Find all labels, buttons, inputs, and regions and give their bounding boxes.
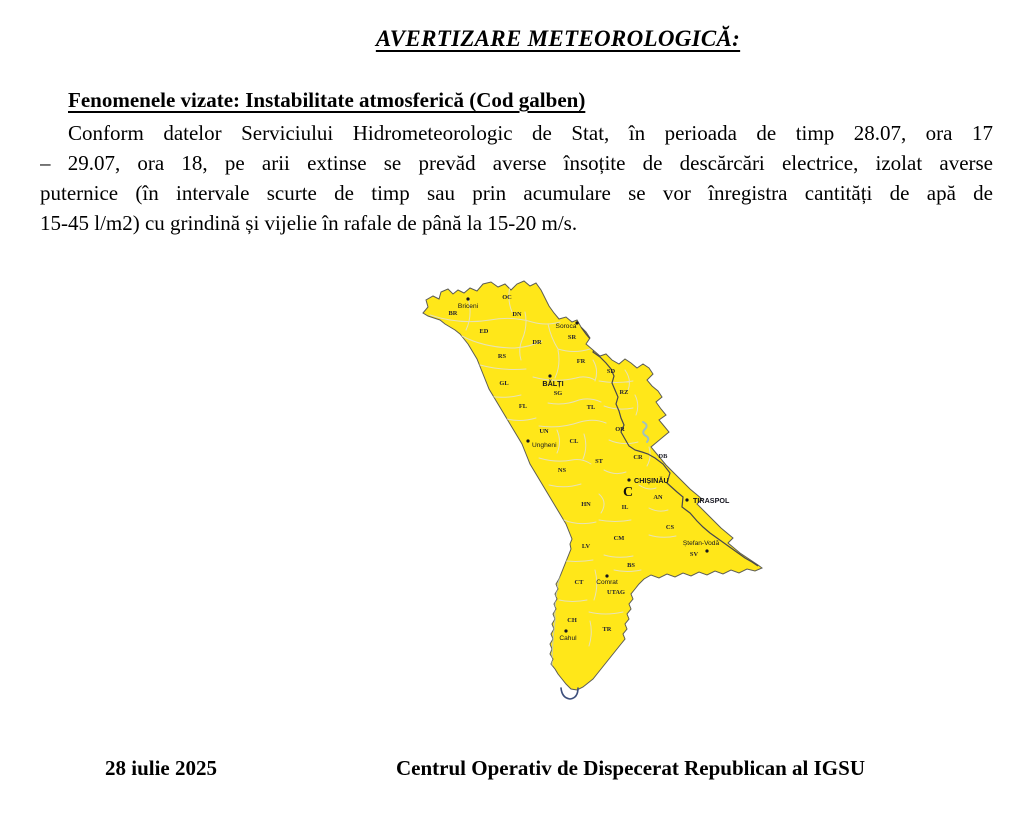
district-label-utag: UTAG [607, 589, 625, 596]
city-label-chișinău: CHIȘINĂU [634, 476, 669, 485]
district-label-fl: FL [518, 403, 528, 410]
district-label-cl: CL [569, 438, 579, 445]
district-label-ed: ED [479, 328, 489, 335]
city-label-tiraspol: TIRASPOL [693, 496, 730, 505]
district-label-rs: RS [497, 353, 507, 360]
district-label-dr: DR [532, 339, 542, 346]
district-label-sd: SD [606, 368, 616, 375]
city-label-cahul: Cahul [559, 635, 577, 642]
footer-organization: Centrul Operativ de Dispecerat Republican al IGSU [396, 756, 865, 780]
district-label-tl: TL [586, 404, 596, 411]
district-label-an: AN [653, 494, 663, 501]
district-label-fr: FR [576, 358, 586, 365]
district-label-cr: CR [633, 454, 643, 461]
district-label-un: UN [539, 428, 549, 435]
document-title: AVERTIZARE METEOROLOGICĂ: [375, 26, 741, 51]
district-label-ct: CT [574, 579, 584, 586]
district-label-sr: SR [567, 334, 577, 341]
city-dot-cahul [564, 629, 567, 632]
city-dot-ungheni [526, 439, 529, 442]
district-label-cm: CM [613, 535, 625, 542]
chisinau-municipality-letter: C [622, 485, 634, 500]
moldova-alert-map [400, 270, 800, 700]
district-label-gl: GL [499, 380, 509, 387]
city-dot-comrat [605, 574, 608, 577]
district-label-oc: OC [502, 294, 512, 301]
district-label-sg: SG [553, 390, 563, 397]
district-label-dn: DN [512, 311, 522, 318]
district-label-ch: CH [567, 617, 577, 624]
district-label-lv: LV [581, 543, 591, 550]
paragraph-line: 15-45 l/m2) cu grindină și vijelie în rafale de până la 15-20 m/s. [40, 211, 578, 235]
warning-paragraph [40, 118, 993, 238]
city-dot-tiraspol [685, 498, 688, 501]
city-label-comrat: Comrat [596, 579, 618, 586]
footer [0, 756, 1024, 790]
city-label-briceni: Briceni [457, 303, 479, 310]
city-dot-bălți [548, 374, 551, 377]
moldova-map-svg [400, 270, 800, 700]
city-label-bălți: BĂLȚI [542, 379, 564, 388]
district-label-db: DB [658, 453, 668, 460]
phenomena-heading: Fenomenele vizate: Instabilitate atmosferică (Cod galben) [68, 88, 586, 112]
district-label-hn: HN [581, 501, 591, 508]
district-label-or: OR [615, 426, 625, 433]
city-label-soroca: Soroca [555, 323, 577, 330]
footer-date: 28 iulie 2025 [105, 756, 218, 780]
district-label-rz: RZ [619, 389, 629, 396]
district-label-st: ST [595, 458, 603, 465]
district-label-br: BR [448, 310, 458, 317]
district-label-tr: TR [602, 626, 612, 633]
district-label-cs: CS [665, 524, 675, 531]
paragraph-line: Conform datelor Serviciului Hidrometeorologic de Stat, în perioada de timp 28.07, ora 17 [68, 121, 993, 145]
city-label-ștefan-vodă: Ștefan-Vodă [682, 540, 720, 547]
district-label-ns: NS [557, 467, 567, 474]
paragraph-line: puternice (în intervale scurte de timp sau prin acumulare se vor înregistra cantități de apă de [40, 181, 993, 205]
district-label-bs: BS [627, 562, 635, 569]
city-dot-briceni [466, 297, 469, 300]
city-dot-ștefan-vodă [705, 549, 708, 552]
district-label-sv: SV [689, 551, 699, 558]
district-label-il: IL [621, 504, 629, 511]
paragraph-line: – 29.07, ora 18, pe arii extinse se prevăd averse însoțite de descărcări electrice, izolat averse [40, 151, 993, 175]
moldova-country-shape [423, 281, 762, 690]
costesti-reservoir [455, 346, 460, 370]
city-label-ungheni: Ungheni [532, 442, 557, 449]
city-dot-chișinău [627, 478, 630, 481]
